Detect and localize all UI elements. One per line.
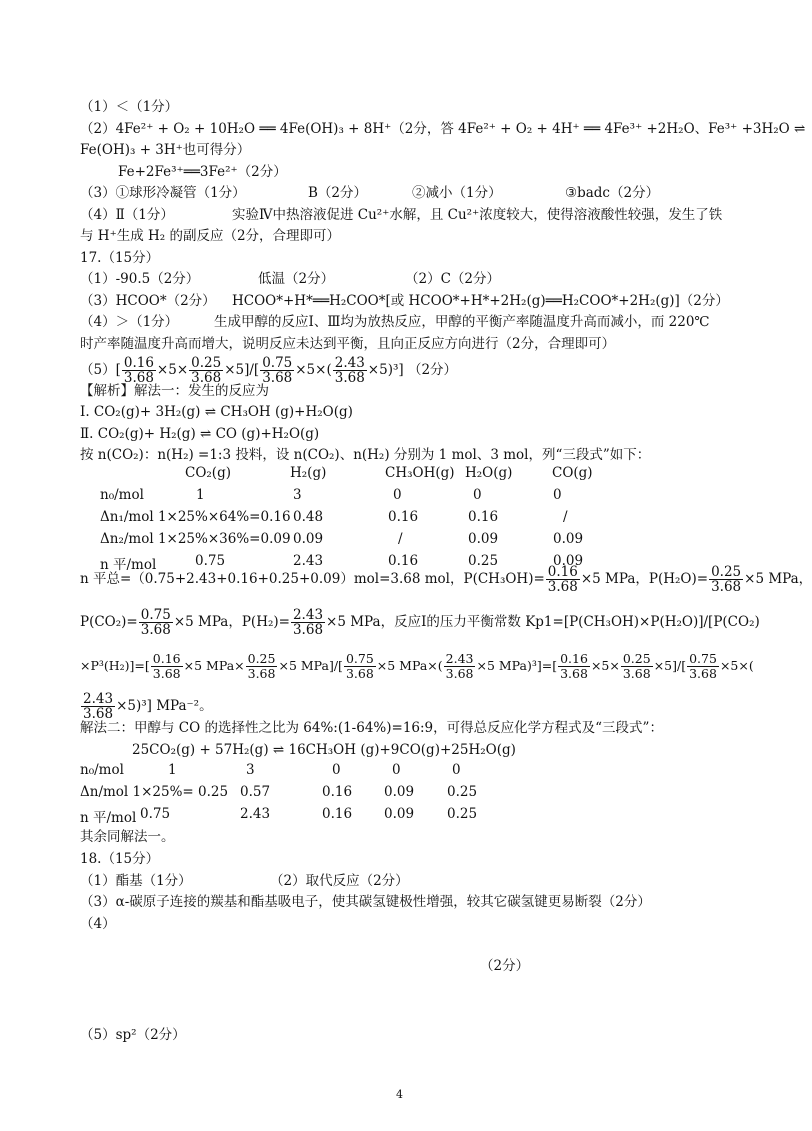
q17-4a: （4）＞（1分） (80, 314, 179, 330)
fraction: $\frac{2.43}{3.68}$ (292, 607, 324, 638)
q17-3b: HCOO*+H*══H₂COO*[或 HCOO*+H*+2H₂(g)══H₂COO*+2H₂(g)]（2分） (232, 293, 729, 309)
q16-2: （2）4Fe²⁺ + O₂ + 10H₂O ══ 4Fe(OH)₃ + 8H⁺（2分，答 4Fe²⁺ + O₂ + 4H⁺ ══ 4Fe³⁺ +2H₂O、Fe³⁺ +3H₂O ⇌ (80, 121, 806, 137)
q17-4-cont: 时产率随温度升高而增大，说明反应未达到平衡，且向正反应方向进行（2分，合理即可） (80, 336, 616, 352)
table-cell: 0 (332, 762, 341, 778)
table-cell: 0.16 (322, 806, 353, 822)
q17-1b: 低温（2分） (258, 271, 335, 287)
kp-expression-line: ×P³(H₂)]=[ $\frac{0.16}{3.68}$ ×5 MPa× $\frac{0.25}{3.68}$ ×5 MPa]/[ $\frac{0.75}{3.68}$ ×5 MPa×( $\frac{2.43}{3.68}$ ×5 MPa)³]=[ $\frac{0.16}{3.68}$ ×5× $\frac{0.25}{3.68}$ ×5]/[ $\frac{0.75}{3.68}$ ×5×( (80, 651, 754, 681)
q16-1: （1）＜（1分） (80, 99, 179, 115)
times-5-close: ×5]/[ (224, 362, 260, 378)
fraction: $\frac{0.75}{3.68}$ (140, 607, 171, 638)
table-cell: 0.25 (447, 806, 478, 822)
reaction-2: Ⅱ. CO₂(g)+ H₂(g) ⇌ CO (g)+H₂O(g) (80, 426, 320, 442)
q18-3: （3）α-碳原子连接的羰基和酯基吸电子，使其碳氢键极性增强，较其它碳氢键更易断裂（2分） (80, 894, 651, 910)
fraction: $\frac{0.75}{3.68}$ (262, 355, 293, 386)
table-cell: 0.09 (553, 553, 584, 569)
table-cell: 0.25 (447, 784, 478, 800)
row-label: n 平/mol (80, 810, 137, 826)
reaction-1: Ⅰ. CO₂(g)+ 3H₂(g) ⇌ CH₃OH (g)+H₂O(g) (80, 404, 353, 420)
q18-4: （4） (80, 916, 116, 932)
fraction: $\frac{0.25}{3.68}$ (622, 651, 651, 681)
q17-5-score: （2分） (407, 362, 458, 378)
table-cell: 0 (553, 487, 562, 503)
row-label: Δn₁/mol 1×25%×64%=0.16 (100, 509, 291, 525)
kp-expression-end: $\frac{2.43}{3.68}$ ×5)³] MPa⁻²。 (83, 691, 213, 722)
q17-5-tail: ×5)³] (367, 362, 404, 378)
q16-3c: ②减小（1分） (412, 185, 502, 201)
q16-4-cont: 与 H⁺生成 H₂ 的副反应（2分，合理即可） (80, 228, 341, 244)
q16-3a: （3）①球形冷凝管（1分） (80, 185, 246, 201)
table-header: CO(g) (552, 465, 593, 481)
table-cell: 0.16 (322, 784, 353, 800)
table-cell: 0.48 (293, 509, 324, 525)
table-cell: 0.09 (468, 531, 499, 547)
overall-equation: 25CO₂(g) + 57H₂(g) ⇌ 16CH₃OH (g)+9CO(g)+25H₂O(g) (132, 742, 516, 758)
fraction: $\frac{0.75}{3.68}$ (345, 651, 374, 681)
table-cell: 0 (392, 762, 401, 778)
table-cell: 0.09 (384, 806, 415, 822)
q17-3a: （3）HCOO*（2分） (80, 293, 216, 309)
partial-pressure-line: P(CO₂)= $\frac{0.75}{3.68}$ ×5 MPa，P(H₂)= $\frac{2.43}{3.68}$ ×5 MPa，反应Ⅰ的压力平衡常数 Kp1=[P(CH₃OH)×P(H₂O)]/[P(CO₂) (80, 607, 760, 638)
row-label: n 平/mol (100, 557, 157, 573)
fraction: $\frac{2.43}{3.68}$ (445, 651, 474, 681)
table-cell: 0.57 (240, 784, 271, 800)
table-cell: 0 (393, 487, 402, 503)
table-cell: 0.75 (195, 553, 226, 569)
three-stage-intro: 按 n(CO₂)：n(H₂) =1:3 投料，设 n(CO₂)、n(H₂) 分别为 1 mol、3 mol，列“三段式”如下： (80, 447, 651, 463)
fraction: $\frac{2.43}{3.68}$ (334, 355, 365, 386)
table-cell: 0.25 (468, 553, 499, 569)
fraction: $\frac{0.16}{3.68}$ (152, 651, 181, 681)
table-cell: 0.16 (468, 509, 499, 525)
fraction: $\frac{0.25}{3.68}$ (247, 651, 276, 681)
fraction: $\frac{0.16}{3.68}$ (123, 355, 154, 386)
analysis-heading: 【解析】解法一：发生的反应为 (80, 383, 269, 399)
table-cell: 1 (168, 762, 177, 778)
q18-5: （5）sp²（2分） (80, 1027, 186, 1043)
fraction: $\frac{0.16}{3.68}$ (560, 651, 588, 681)
q17-1: （1）-90.5（2分） (80, 271, 200, 287)
q17-heading: 17.（15分） (80, 250, 160, 266)
q17-4b: 生成甲醇的反应Ⅰ、Ⅲ均为放热反应，甲醇的平衡产率随温度升高而减小，而 220℃ (214, 314, 710, 330)
table-cell: 0.16 (388, 553, 419, 569)
table-cell: 3 (246, 762, 255, 778)
table-header: H₂O(g) (465, 465, 513, 481)
row-label: Δn₂/mol 1×25%×36%=0.09 (100, 531, 291, 547)
q16-2-cont: Fe(OH)₃ + 3H⁺也可得分） (80, 142, 251, 158)
table-cell: 1 (196, 487, 205, 503)
q18-4-score: （2分） (480, 958, 530, 974)
times-5: ×5× (156, 362, 189, 378)
q16-2-eq: Fe+2Fe³⁺══3Fe²⁺（2分） (118, 164, 287, 180)
remaining-note: 其余同解法一。 (80, 829, 175, 845)
q16-3b: B（2分） (308, 185, 368, 201)
table-cell: 0 (473, 487, 482, 503)
fraction: $\frac{0.25}{3.68}$ (191, 355, 222, 386)
fraction: $\frac{0.16}{3.68}$ (547, 564, 578, 595)
q18-heading: 18.（15分） (80, 851, 160, 867)
row-label: Δn/mol 1×25%= 0.25 (80, 784, 229, 800)
table-cell: / (398, 531, 403, 547)
table-cell: 0.09 (553, 531, 584, 547)
fraction: $\frac{0.75}{3.68}$ (689, 651, 717, 681)
table-cell: 0.09 (293, 531, 324, 547)
table-header: CO₂(g) (185, 465, 231, 481)
page-number: 4 (396, 1088, 403, 1101)
q17-5-pre: （5）[ (80, 362, 121, 378)
table-cell: 0.16 (388, 509, 419, 525)
method-two: 解法二：甲醇与 CO 的选择性之比为 64%:(1-64%)=16:9，可得总反应化学方程式及“三段式”： (80, 720, 663, 736)
fraction: $\frac{2.43}{3.68}$ (83, 691, 114, 722)
q16-4b: 实验Ⅳ中热溶液促进 Cu²⁺水解，且 Cu²⁺浓度较大，使得溶液酸性较强，发生了铁 (232, 207, 723, 223)
fraction: $\frac{0.25}{3.68}$ (711, 564, 742, 595)
table-cell: 0.75 (140, 806, 171, 822)
table-cell: 2.43 (293, 553, 324, 569)
q17-2: （2）C（2分） (405, 271, 501, 287)
q18-2: （2）取代反应（2分） (270, 873, 409, 889)
table-cell: / (563, 509, 568, 525)
q18-1: （1）酯基（1分） (80, 873, 192, 889)
row-label: n₀/mol (100, 487, 144, 503)
table-cell: 0 (452, 762, 461, 778)
q16-4a: （4）Ⅱ（1分） (80, 207, 174, 223)
table-cell: 0.09 (384, 784, 415, 800)
table-cell: 2.43 (240, 806, 271, 822)
row-label: n₀/mol (80, 762, 124, 778)
table-cell: 3 (293, 487, 302, 503)
q16-3d: ③badc（2分） (565, 185, 660, 201)
table-header: H₂(g) (290, 465, 327, 481)
table-header: CH₃OH(g) (385, 465, 455, 481)
total-moles-line: n 平总=（0.75+2.43+0.16+0.25+0.09）mol=3.68 mol，P(CH₃OH)= $\frac{0.16}{3.68}$ ×5 MPa，P(H₂O)= $\frac{0.25}{3.68}$ ×5 MPa， (80, 564, 812, 595)
times-5-open: ×5×( (295, 362, 332, 378)
